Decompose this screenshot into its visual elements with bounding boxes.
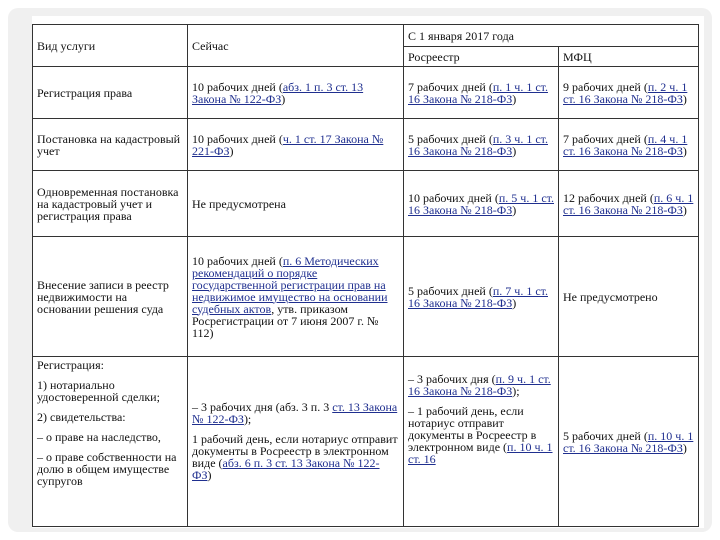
service-item: – о праве собственности на долю в общем имуществе супругов [37, 450, 177, 488]
service-cell: Постановка на кадастровый учет [33, 119, 188, 171]
term-text: 5 рабочих дней ( [563, 428, 648, 443]
header-service: Вид услуги [33, 25, 188, 67]
term-text: 7 рабочих дней ( [408, 79, 493, 94]
term-text: ) [512, 295, 517, 310]
law-link[interactable]: п. 3 ч. 1 ст. 16 Закона № 218-ФЗ [408, 131, 548, 158]
term-text: 10 рабочих дней ( [192, 79, 283, 94]
term-text: – 3 рабочих дня (абз. 3 п. 3 [192, 400, 333, 414]
rosreestr-cell [404, 357, 559, 527]
mfc-cell: Не предусмотрено [559, 237, 699, 357]
header-rosreestr: Росреестр [404, 47, 559, 67]
now-cell [188, 237, 404, 357]
term-text: 1 рабочий день, если нотариус отправит документы в Росреестр в электронном виде ( [192, 432, 398, 470]
service-cell: Регистрация права [33, 67, 188, 119]
law-link[interactable]: п. 10 ч. 1 ст. 16 [408, 440, 553, 466]
term-text: 9 рабочих дней ( [563, 79, 648, 94]
law-link[interactable]: абз. 1 п. 3 ст. 13 Закона № 122-ФЗ [192, 79, 364, 106]
term-block [408, 405, 554, 465]
now-cell [188, 119, 404, 171]
law-link[interactable]: п. 2 ч. 1 ст. 16 Закона № 218-ФЗ [563, 79, 688, 106]
service-cell: Одновременная постановка на кадастровый учет и регистрация права [33, 171, 188, 237]
header-from-2017: С 1 января 2017 года [404, 25, 699, 47]
term-block [192, 433, 399, 481]
term-text: ) [512, 91, 517, 106]
term-text: 10 рабочих дней ( [192, 253, 283, 268]
term-text: 10 рабочих дней ( [408, 190, 499, 205]
table-row [33, 237, 699, 357]
law-link[interactable]: абз. 6 п. 3 ст. 13 Закона № 122-ФЗ [192, 456, 380, 482]
service-item: 1) нотариально удостоверенной сделки; [37, 378, 160, 404]
slide-frame [8, 8, 712, 532]
mfc-cell [559, 67, 699, 119]
term-text: ) [281, 91, 286, 106]
table-row [33, 67, 699, 119]
term-text: ) [229, 143, 234, 158]
law-link[interactable]: п. 10 ч. 1 ст. 16 Закона № 218-ФЗ [563, 428, 694, 455]
rosreestr-cell [404, 67, 559, 119]
law-link[interactable]: п. 1 ч. 1 ст. 16 Закона № 218-ФЗ [408, 79, 548, 106]
law-link[interactable]: ч. 1 ст. 17 Закона № 221-ФЗ [192, 131, 384, 158]
document-sheet [32, 16, 704, 528]
law-link[interactable]: п. 9 ч. 1 ст. 16 Закона № 218-ФЗ [408, 372, 551, 398]
table-row [33, 119, 699, 171]
term-text: – 1 рабочий день, если нотариус отправит документы в Росреестр в электронном виде ( [408, 404, 537, 454]
term-text: ) [682, 202, 687, 217]
term-block [192, 401, 399, 425]
mfc-cell [559, 171, 699, 237]
service-cell [33, 357, 188, 527]
term-text: , утв. приказом Росрегистрации от 7 июня 2007 г. № 112) [192, 301, 379, 340]
term-text: ) [207, 468, 212, 482]
term-text: 7 рабочих дней ( [563, 131, 648, 146]
term-text: 10 рабочих дней ( [192, 131, 283, 146]
law-link[interactable]: п. 5 ч. 1 ст. 16 Закона № 218-ФЗ [408, 190, 554, 217]
law-link[interactable]: п. 6 Методических рекомендаций о порядке государственной регистрации прав на недвижимое имущество на основании судебных актов [192, 253, 388, 316]
term-text: ); [512, 384, 520, 398]
rosreestr-cell [404, 237, 559, 357]
service-item: – о праве на наследство, [37, 430, 161, 444]
now-cell [188, 357, 404, 527]
rosreestr-cell [404, 119, 559, 171]
term-text: ) [512, 143, 517, 158]
service-cell: Внесение записи в реестр недвижимости на основании решения суда [33, 237, 188, 357]
term-text: ) [512, 202, 517, 217]
term-text: ) [682, 91, 687, 106]
table-row [33, 357, 699, 527]
header-now: Сейчас [188, 25, 404, 67]
law-link[interactable]: п. 6 ч. 1 ст. 16 Закона № 218-ФЗ [563, 190, 694, 217]
header-mfc: МФЦ [559, 47, 699, 67]
services-table [32, 24, 699, 527]
law-link[interactable]: п. 4 ч. 1 ст. 16 Закона № 218-ФЗ [563, 131, 688, 158]
rosreestr-cell [404, 171, 559, 237]
term-text: 12 рабочих дней ( [563, 190, 654, 205]
law-link[interactable]: ст. 13 Закона № 122-ФЗ [192, 400, 398, 426]
term-text: 5 рабочих дней ( [408, 131, 493, 146]
mfc-cell [559, 119, 699, 171]
mfc-cell [559, 357, 699, 527]
term-text: ); [243, 412, 252, 426]
table-row [33, 171, 699, 237]
law-link[interactable]: п. 7 ч. 1 ст. 16 Закона № 218-ФЗ [408, 283, 548, 310]
now-cell [188, 67, 404, 119]
term-text: ) [682, 440, 687, 455]
header-row-top [33, 25, 699, 47]
term-text: – 3 рабочих дня ( [408, 372, 496, 386]
term-text: ) [682, 143, 687, 158]
service-item: 2) свидетельства: [37, 410, 126, 424]
term-block [408, 373, 554, 397]
now-cell: Не предусмотрена [188, 171, 404, 237]
term-text: 5 рабочих дней ( [408, 283, 493, 298]
service-title: Регистрация: [37, 358, 104, 372]
